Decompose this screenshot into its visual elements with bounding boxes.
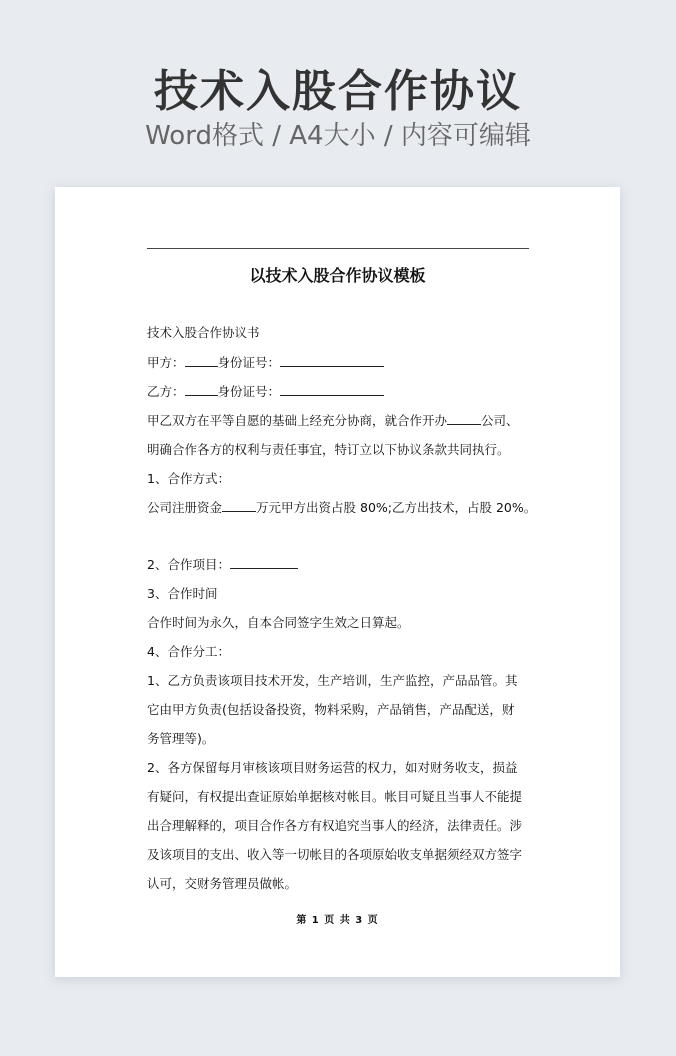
party-b-name-blank <box>185 383 218 396</box>
section-1-text <box>147 498 537 518</box>
party-b-id-blank <box>280 383 384 396</box>
section-4-title: 4、合作分工： <box>147 644 230 659</box>
hero-title: 技术入股合作协议 <box>154 66 522 117</box>
intro-line-1 <box>147 411 537 431</box>
section-4-p2-line: 认可，交财务管理员做帐。 <box>147 876 298 891</box>
party-b-id-label: 身份证号： <box>217 384 281 399</box>
section-4-p2-line: 有疑问，有权提出查证原始单据核对帐目。帐目可疑且当事人不能提 <box>147 789 523 804</box>
party-a-id-blank <box>280 354 384 367</box>
section-4-p1-line: 务管理等)。 <box>147 731 215 746</box>
document-heading: 技术入股合作协议书 <box>147 325 260 340</box>
page-footer: 第 1 页 共 3 页 <box>296 915 379 926</box>
project-blank <box>230 556 298 569</box>
intro-line-2: 明确合作各方的权利与责任事宜，特订立以下协议条款共同执行。 <box>147 442 510 457</box>
section-2-title: 2、合作项目： <box>147 557 230 572</box>
intro-text-a: 甲乙双方在平等自愿的基础上经充分协商，就合作开办 <box>147 413 448 428</box>
document-page <box>55 187 620 977</box>
company-blank <box>447 412 481 425</box>
header-rule <box>147 248 529 249</box>
section-4-p2-line: 出合理解释的，项目合作各方有权追究当事人的经济，法律责任。涉 <box>147 818 523 833</box>
section-2-line <box>147 555 537 575</box>
party-a-id-label: 身份证号： <box>217 355 281 370</box>
section-4-p1-line: 它由甲方负责(包括设备投资，物料采购，产品销售，产品配送，财 <box>147 702 515 717</box>
section-3-title: 3、合作时间 <box>147 586 218 601</box>
party-b-label: 乙方： <box>147 384 185 399</box>
section-4-p2-line: 2、各方保留每月审核该项目财务运营的权力，如对财务收支，损益 <box>147 760 518 775</box>
capital-blank <box>222 499 256 512</box>
section-1-title: 1、合作方式： <box>147 471 230 486</box>
section-4-p1-line: 1、乙方负责该项目技术开发，生产培训，生产监控，产品品管。其 <box>147 673 518 688</box>
document-title: 以技术入股合作协议模板 <box>249 266 426 285</box>
capital-text-b: 万元甲方出资占股 80%;乙方出技术，占股 20%。 <box>256 500 537 515</box>
party-a-line <box>147 353 537 373</box>
section-4-p2-line: 及该项目的支出、收入等一切帐目的各项原始收支单据须经双方签字 <box>147 847 523 862</box>
party-a-name-blank <box>185 354 218 367</box>
party-b-line <box>147 382 537 402</box>
capital-text-a: 公司注册资金 <box>147 500 223 515</box>
section-3-text: 合作时间为永久，自本合同签字生效之日算起。 <box>147 615 410 630</box>
hero-subtitle: Word格式 / A4大小 / 内容可编辑 <box>145 121 531 151</box>
party-a-label: 甲方： <box>147 355 185 370</box>
intro-text-b: 公司、 <box>481 413 519 428</box>
